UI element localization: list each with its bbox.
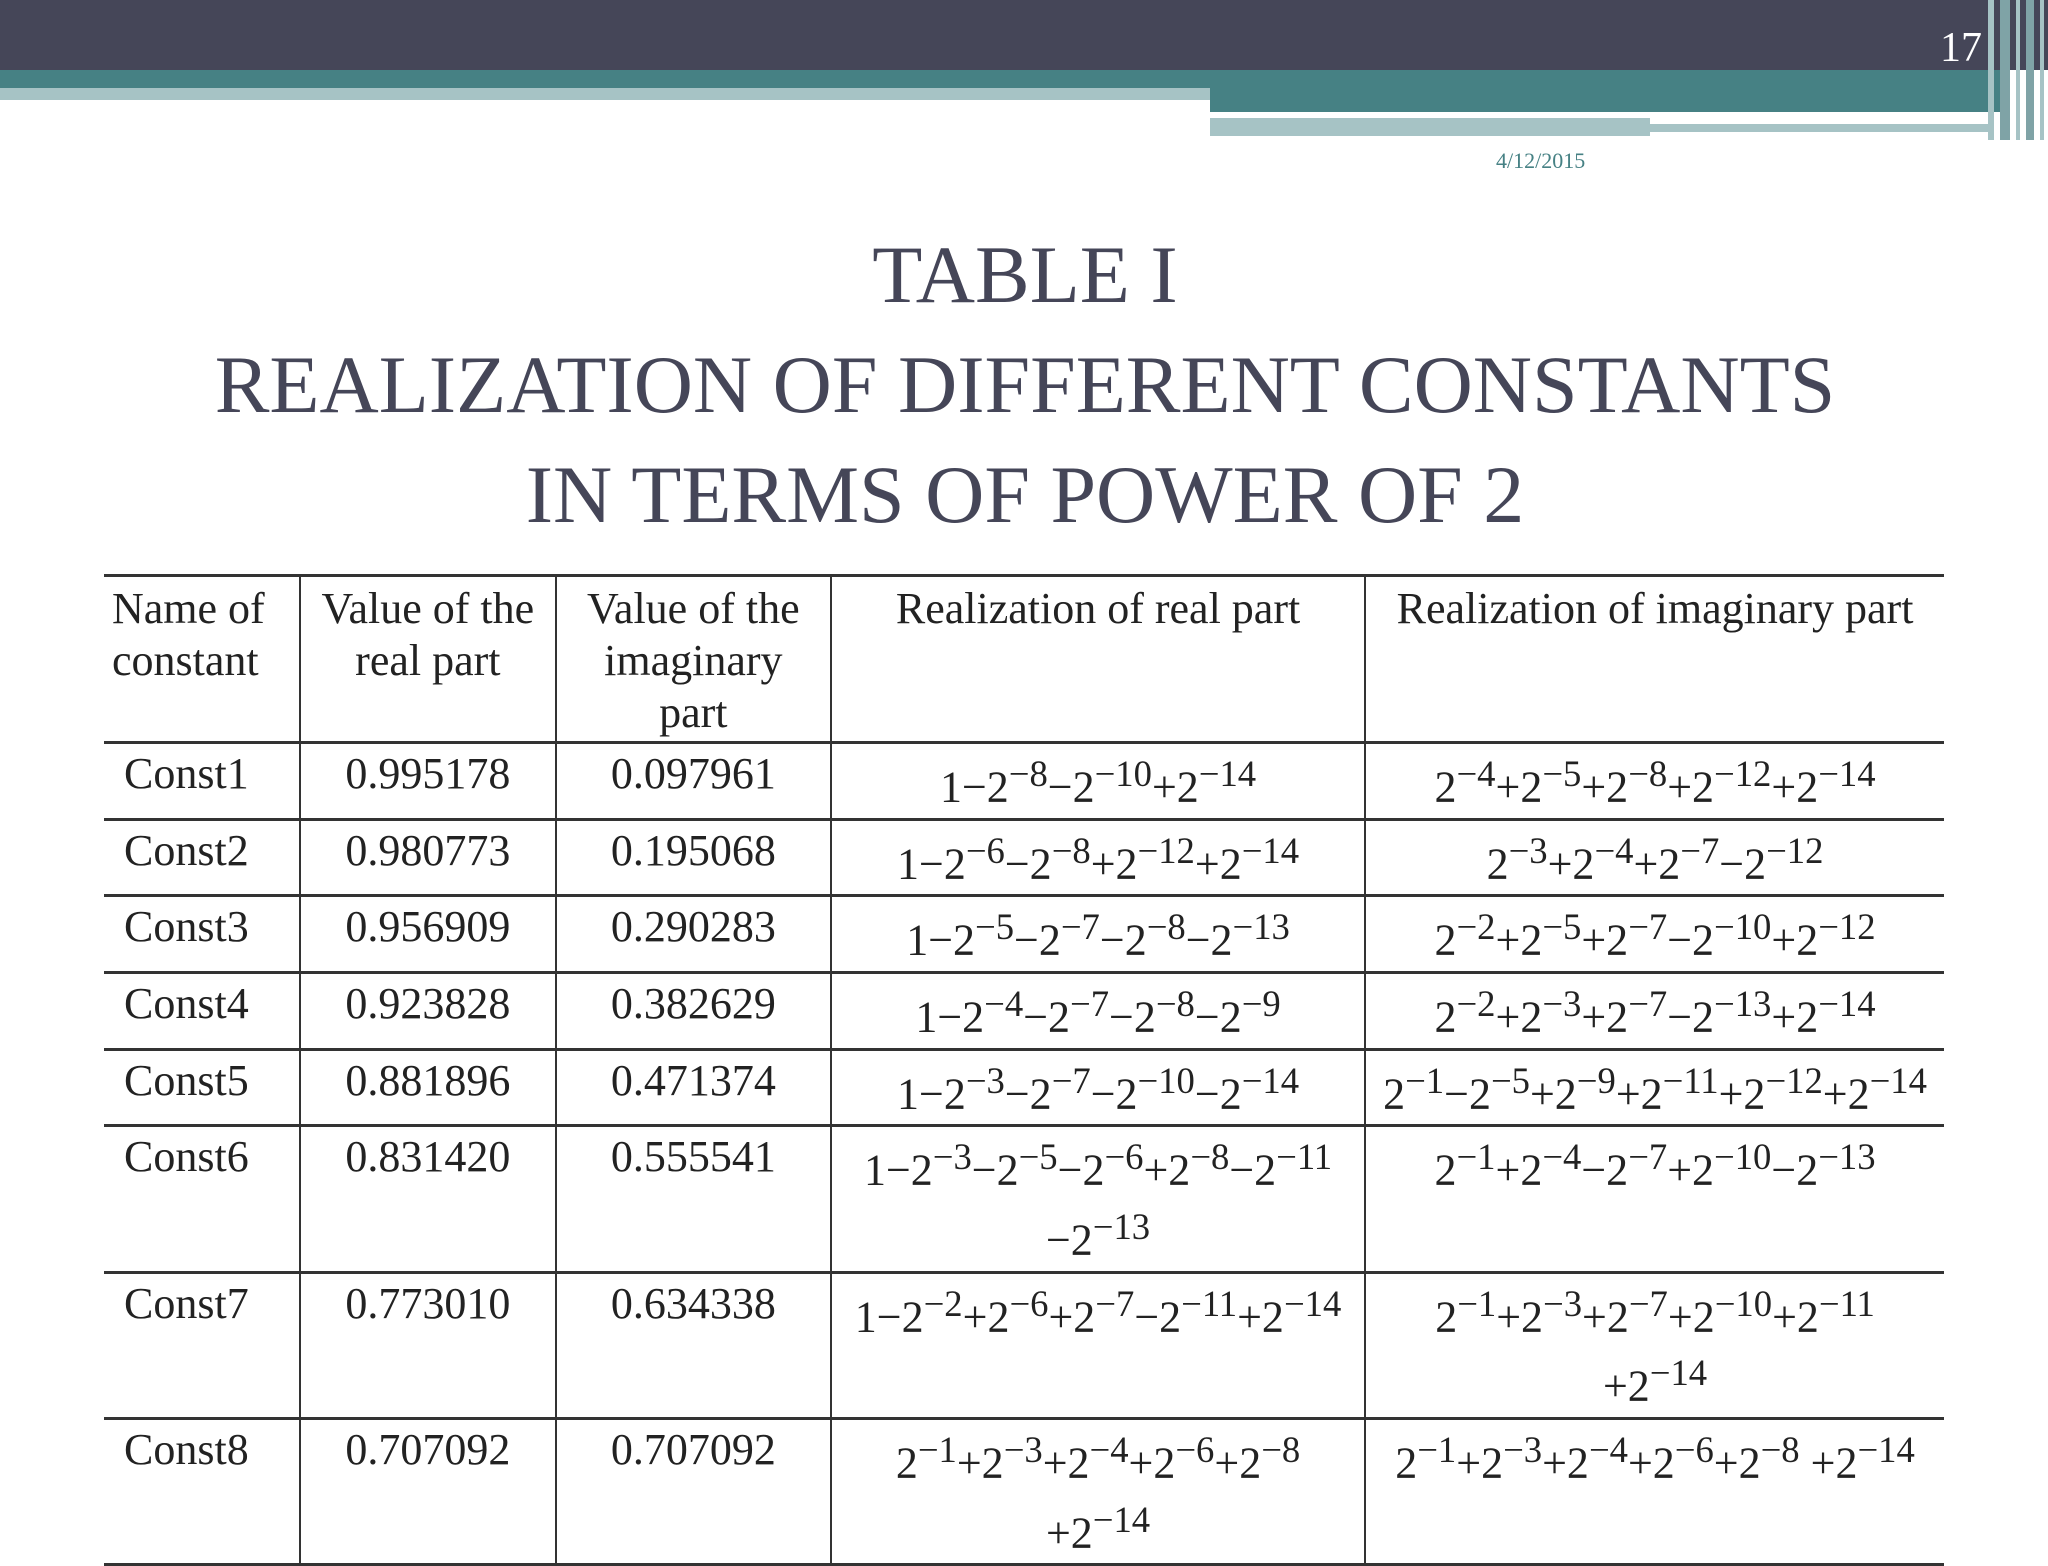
title-line: REALIZATION OF DIFFERENT CONSTANTS (214, 339, 1836, 430)
cell-imag-value: 0.382629 (556, 972, 831, 1049)
cell-imag-realization: $2^{-3}+2^{-4}+2^{-7}-2^{-12}$ (1365, 819, 1944, 896)
cell-constant-name: Const3 (104, 896, 300, 973)
cell-real-realization: $2^{-1}+2^{-3}+2^{-4}+2^{-6}+2^{-8}$ $+2^{-14}$ (831, 1418, 1365, 1564)
cell-imag-value: 0.555541 (556, 1126, 831, 1272)
table-row (104, 896, 1944, 973)
cell-real-value: 0.956909 (300, 896, 556, 973)
cell-real-realization: $1-2^{-2}+2^{-6}+2^{-7}-2^{-11}+2^{-14}$ (831, 1272, 1365, 1418)
constants-table (104, 574, 1944, 1566)
table-row (104, 819, 1944, 896)
title-line: IN TERMS OF POWER OF 2 (525, 449, 1525, 540)
table-row (104, 972, 1944, 1049)
cell-imag-realization: $2^{-2}+2^{-3}+2^{-7}-2^{-13}+2^{-14}$ (1365, 972, 1944, 1049)
cell-imag-value: 0.290283 (556, 896, 831, 973)
decor-line (1210, 112, 1900, 116)
table-row (104, 1126, 1944, 1272)
cell-imag-value: 0.097961 (556, 743, 831, 820)
table-row (104, 1418, 1944, 1564)
cell-constant-name: Const6 (104, 1126, 300, 1272)
header-real-value: Value of the real part (300, 576, 556, 743)
cell-real-value: 0.707092 (300, 1418, 556, 1564)
table-header-row (104, 576, 1944, 743)
header-imag-value: Value of the imaginary part (556, 576, 831, 743)
cell-real-value: 0.881896 (300, 1049, 556, 1126)
decor-band (1210, 118, 1650, 136)
cell-real-realization: $1-2^{-3}-2^{-7}-2^{-10}-2^{-14}$ (831, 1049, 1365, 1126)
cell-imag-realization: $2^{-1}+2^{-3}+2^{-4}+2^{-6}+2^{-8} +2^{-14}$ (1365, 1418, 1944, 1564)
cell-imag-value: 0.471374 (556, 1049, 831, 1126)
decor-band (1650, 124, 1990, 132)
cell-constant-name: Const2 (104, 819, 300, 896)
header-real-realization: Realization of real part (831, 576, 1365, 743)
table-body (104, 743, 1944, 1565)
cell-constant-name: Const4 (104, 972, 300, 1049)
cell-constant-name: Const7 (104, 1272, 300, 1418)
cell-imag-realization: $2^{-2}+2^{-5}+2^{-7}-2^{-10}+2^{-12}$ (1365, 896, 1944, 973)
cell-real-value: 0.980773 (300, 819, 556, 896)
cell-real-value: 0.831420 (300, 1126, 556, 1272)
slide-date: 4/12/2015 (1496, 148, 1586, 173)
cell-constant-name: Const8 (104, 1418, 300, 1564)
cell-imag-value: 0.634338 (556, 1272, 831, 1418)
cell-constant-name: Const1 (104, 743, 300, 820)
header-name: Name of constant (104, 576, 300, 743)
cell-constant-name: Const5 (104, 1049, 300, 1126)
table-row (104, 743, 1944, 820)
table-row (104, 1272, 1944, 1418)
decor-band (0, 70, 2000, 88)
cell-real-value: 0.923828 (300, 972, 556, 1049)
decor-band (1210, 88, 2000, 112)
title-line: TABLE I (872, 229, 1178, 320)
cell-imag-realization: $2^{-1}+2^{-4}-2^{-7}+2^{-10}-2^{-13}$ (1365, 1126, 1944, 1272)
decor-band (0, 88, 1210, 100)
cell-real-value: 0.773010 (300, 1272, 556, 1418)
cell-imag-value: 0.195068 (556, 819, 831, 896)
decor-stripes (1984, 0, 2048, 140)
cell-real-realization: $1-2^{-4}-2^{-7}-2^{-8}-2^{-9}$ (831, 972, 1365, 1049)
cell-real-realization: $1-2^{-5}-2^{-7}-2^{-8}-2^{-13}$ (831, 896, 1365, 973)
table-row (104, 1049, 1944, 1126)
cell-imag-value: 0.707092 (556, 1418, 831, 1564)
cell-imag-realization: $2^{-1}+2^{-3}+2^{-7}+2^{-10}+2^{-11}$ $+2^{-14}$ (1365, 1272, 1944, 1418)
cell-imag-realization: $2^{-4}+2^{-5}+2^{-8}+2^{-12}+2^{-14}$ (1365, 743, 1944, 820)
slide-number: 17 (1940, 25, 1982, 71)
slide-title (100, 220, 1950, 550)
cell-real-value: 0.995178 (300, 743, 556, 820)
header-imag-realization: Realization of imaginary part (1365, 576, 1944, 743)
cell-real-realization: $1-2^{-8}-2^{-10}+2^{-14}$ (831, 743, 1365, 820)
cell-real-realization: $1-2^{-6}-2^{-8}+2^{-12}+2^{-14}$ (831, 819, 1365, 896)
top-banner (0, 0, 2048, 70)
cell-imag-realization: $2^{-1}-2^{-5}+2^{-9}+2^{-11}+2^{-12}+2^{-14}$ (1365, 1049, 1944, 1126)
cell-real-realization: $1-2^{-3}-2^{-5}-2^{-6}+2^{-8}-2^{-11}$ $-2^{-13}$ (831, 1126, 1365, 1272)
